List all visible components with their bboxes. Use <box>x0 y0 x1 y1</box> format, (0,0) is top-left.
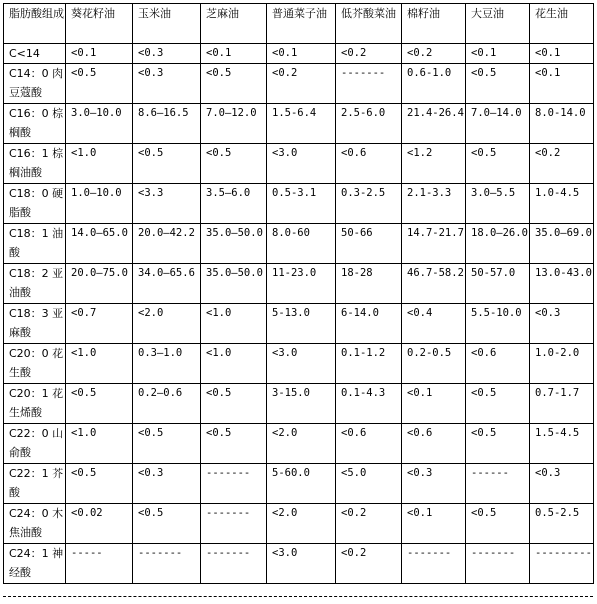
table-row <box>4 144 594 184</box>
value-cell: 18.0—26.0 <box>466 224 530 264</box>
page-cut-dashed-line <box>3 596 593 597</box>
table-row <box>4 184 594 224</box>
value-cell: ------- <box>201 504 267 544</box>
value-cell: 3.5—6.0 <box>201 184 267 224</box>
table-row <box>4 464 594 504</box>
value-cell: 8.6—16.5 <box>133 104 201 144</box>
value-cell: <0.3 <box>133 64 201 104</box>
value-cell: 20.0—75.0 <box>66 264 133 304</box>
value-cell: 50-66 <box>336 224 402 264</box>
value-cell: 1.5-6.4 <box>267 104 336 144</box>
value-cell: 0.3-2.5 <box>336 184 402 224</box>
value-cell: <0.5 <box>66 464 133 504</box>
fatty-acid-name-cell: C22：0 山俞酸 <box>4 424 66 464</box>
value-cell: <0.1 <box>466 44 530 64</box>
value-cell: 1.0—10.0 <box>66 184 133 224</box>
value-cell: <0.5 <box>201 144 267 184</box>
value-cell: 14.0—65.0 <box>66 224 133 264</box>
value-cell: <1.2 <box>402 144 466 184</box>
value-cell: ------- <box>201 464 267 504</box>
value-cell: ----- <box>66 544 133 584</box>
header-cell: 棉籽油 <box>402 4 466 44</box>
value-cell: <0.2 <box>336 44 402 64</box>
value-cell: <0.3 <box>133 464 201 504</box>
value-cell: 3.0—10.0 <box>66 104 133 144</box>
value-cell: <0.2 <box>336 504 402 544</box>
fatty-acid-name-cell: C20：0 花生酸 <box>4 344 66 384</box>
value-cell: <0.1 <box>530 44 594 64</box>
value-cell: 0.5-2.5 <box>530 504 594 544</box>
value-cell: 50-57.0 <box>466 264 530 304</box>
value-cell: <0.7 <box>66 304 133 344</box>
fatty-acid-name-cell: C16：0 棕榈酸 <box>4 104 66 144</box>
value-cell: 2.1-3.3 <box>402 184 466 224</box>
value-cell: <1.0 <box>66 344 133 384</box>
value-cell: 20.0—42.2 <box>133 224 201 264</box>
value-cell: <0.1 <box>402 504 466 544</box>
value-cell: ------ <box>466 464 530 504</box>
value-cell: ------- <box>402 544 466 584</box>
value-cell: <0.1 <box>530 64 594 104</box>
value-cell: <0.5 <box>133 144 201 184</box>
value-cell: 1.5-4.5 <box>530 424 594 464</box>
table-row <box>4 344 594 384</box>
value-cell: <2.0 <box>267 424 336 464</box>
value-cell: <5.0 <box>336 464 402 504</box>
header-cell: 葵花籽油 <box>66 4 133 44</box>
value-cell: 1.0-2.0 <box>530 344 594 384</box>
value-cell: 0.2-0.5 <box>402 344 466 384</box>
value-cell: <0.5 <box>466 144 530 184</box>
value-cell: 0.2—0.6 <box>133 384 201 424</box>
value-cell: 14.7-21.7 <box>402 224 466 264</box>
value-cell: ------- <box>133 544 201 584</box>
value-cell: 2.5-6.0 <box>336 104 402 144</box>
fatty-acid-name-cell: C24：0 木焦油酸 <box>4 504 66 544</box>
table-row <box>4 104 594 144</box>
value-cell: 7.0—12.0 <box>201 104 267 144</box>
fatty-acid-name-cell: C16：1 棕榈油酸 <box>4 144 66 184</box>
fatty-acid-table <box>3 3 594 584</box>
value-cell: <0.6 <box>336 424 402 464</box>
value-cell: <3.0 <box>267 544 336 584</box>
value-cell: <0.5 <box>133 504 201 544</box>
value-cell: <1.0 <box>201 344 267 384</box>
header-cell: 普通菜子油 <box>267 4 336 44</box>
value-cell: ------- <box>201 544 267 584</box>
value-cell: <0.02 <box>66 504 133 544</box>
value-cell: <0.6 <box>336 144 402 184</box>
value-cell: <3.3 <box>133 184 201 224</box>
value-cell: 5-13.0 <box>267 304 336 344</box>
header-cell: 玉米油 <box>133 4 201 44</box>
value-cell: <1.0 <box>201 304 267 344</box>
table-row <box>4 224 594 264</box>
value-cell: 8.0-60 <box>267 224 336 264</box>
value-cell: 18-28 <box>336 264 402 304</box>
table-row <box>4 424 594 464</box>
table-row <box>4 304 594 344</box>
value-cell: <0.2 <box>267 64 336 104</box>
table-row <box>4 64 594 104</box>
table-row <box>4 264 594 304</box>
value-cell: 0.7-1.7 <box>530 384 594 424</box>
value-cell: <0.5 <box>466 504 530 544</box>
fatty-acid-name-cell: C24：1 神经酸 <box>4 544 66 584</box>
value-cell: <0.6 <box>466 344 530 384</box>
header-cell: 大豆油 <box>466 4 530 44</box>
value-cell: 0.5-3.1 <box>267 184 336 224</box>
value-cell: <0.3 <box>133 44 201 64</box>
value-cell: 0.1-1.2 <box>336 344 402 384</box>
value-cell: <0.5 <box>201 424 267 464</box>
fatty-acid-name-cell: C18：1 油酸 <box>4 224 66 264</box>
value-cell: 35.0—50.0 <box>201 264 267 304</box>
fatty-acid-name-cell: C18：0 硬脂酸 <box>4 184 66 224</box>
fatty-acid-name-cell: C18：3 亚麻酸 <box>4 304 66 344</box>
value-cell: <0.4 <box>402 304 466 344</box>
value-cell: 0.3—1.0 <box>133 344 201 384</box>
value-cell: 0.1-4.3 <box>336 384 402 424</box>
table-row <box>4 504 594 544</box>
value-cell: <0.1 <box>66 44 133 64</box>
value-cell: 0.6-1.0 <box>402 64 466 104</box>
value-cell: <0.3 <box>530 304 594 344</box>
value-cell: 8.0-14.0 <box>530 104 594 144</box>
value-cell: <3.0 <box>267 144 336 184</box>
value-cell: 35.0—50.0 <box>201 224 267 264</box>
value-cell: <0.5 <box>133 424 201 464</box>
value-cell: --------- <box>530 544 594 584</box>
table-row <box>4 544 594 584</box>
value-cell: <0.5 <box>466 64 530 104</box>
value-cell: 5-60.0 <box>267 464 336 504</box>
value-cell: 5.5-10.0 <box>466 304 530 344</box>
fatty-acid-name-cell: C14：0 肉豆蔻酸 <box>4 64 66 104</box>
value-cell: <0.3 <box>402 464 466 504</box>
value-cell: ------- <box>336 64 402 104</box>
header-cell: 脂肪酸组成 <box>4 4 66 44</box>
value-cell: <2.0 <box>267 504 336 544</box>
value-cell: <3.0 <box>267 344 336 384</box>
value-cell: <0.5 <box>201 384 267 424</box>
value-cell: 13.0-43.0 <box>530 264 594 304</box>
value-cell: <0.5 <box>201 64 267 104</box>
table-row <box>4 44 594 64</box>
table-row <box>4 384 594 424</box>
value-cell: <0.3 <box>530 464 594 504</box>
value-cell: 46.7-58.2 <box>402 264 466 304</box>
value-cell: <0.2 <box>336 544 402 584</box>
value-cell: <0.5 <box>66 384 133 424</box>
header-cell: 低芥酸菜油 <box>336 4 402 44</box>
value-cell: 34.0—65.6 <box>133 264 201 304</box>
value-cell: 3-15.0 <box>267 384 336 424</box>
value-cell: <0.5 <box>466 384 530 424</box>
header-cell: 芝麻油 <box>201 4 267 44</box>
header-cell: 花生油 <box>530 4 594 44</box>
value-cell: <0.1 <box>267 44 336 64</box>
value-cell: ------- <box>466 544 530 584</box>
value-cell: <0.6 <box>402 424 466 464</box>
value-cell: <0.5 <box>66 64 133 104</box>
fatty-acid-name-cell: C<14 <box>4 44 66 64</box>
value-cell: <2.0 <box>133 304 201 344</box>
value-cell: 1.0-4.5 <box>530 184 594 224</box>
value-cell: 21.4-26.4 <box>402 104 466 144</box>
table-header-row <box>4 4 594 44</box>
value-cell: 11-23.0 <box>267 264 336 304</box>
value-cell: 6-14.0 <box>336 304 402 344</box>
value-cell: <1.0 <box>66 144 133 184</box>
fatty-acid-name-cell: C18：2 亚油酸 <box>4 264 66 304</box>
value-cell: <0.5 <box>466 424 530 464</box>
fatty-acid-name-cell: C20：1 花生烯酸 <box>4 384 66 424</box>
value-cell: 35.0—69.0 <box>530 224 594 264</box>
value-cell: 7.0—14.0 <box>466 104 530 144</box>
fatty-acid-name-cell: C22：1 芥酸 <box>4 464 66 504</box>
value-cell: <1.0 <box>66 424 133 464</box>
value-cell: <0.1 <box>201 44 267 64</box>
value-cell: <0.2 <box>402 44 466 64</box>
value-cell: <0.1 <box>402 384 466 424</box>
value-cell: <0.2 <box>530 144 594 184</box>
value-cell: 3.0—5.5 <box>466 184 530 224</box>
